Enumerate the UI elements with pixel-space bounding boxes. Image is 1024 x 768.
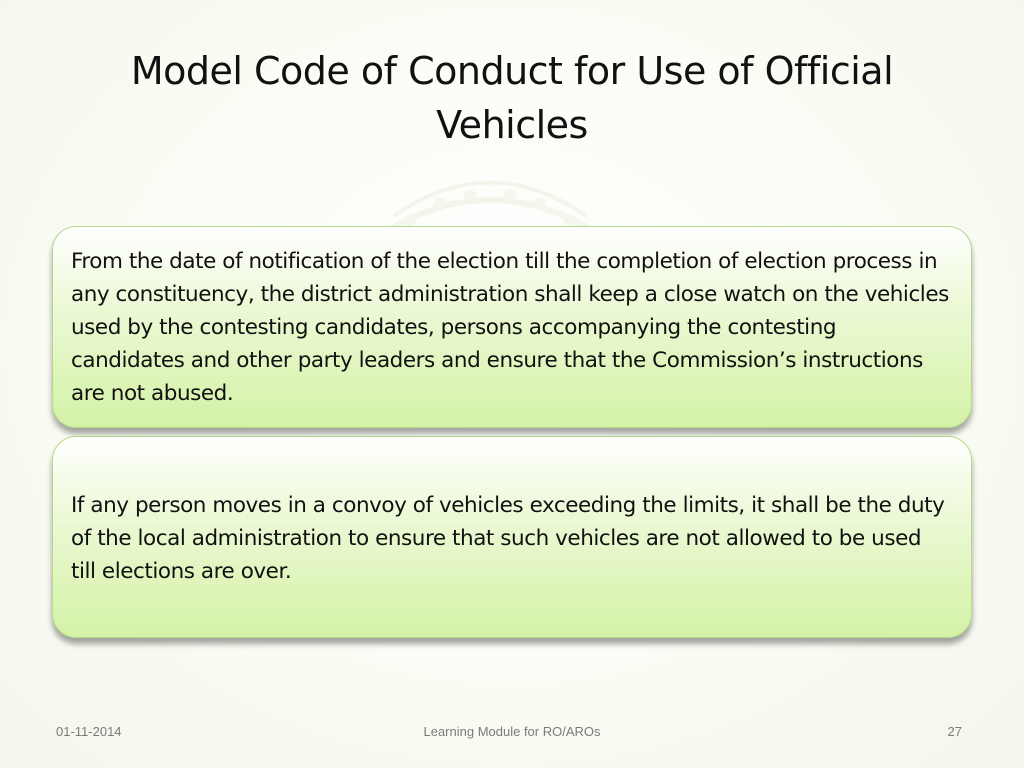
content-box-convoy (52, 436, 972, 638)
slide-title: Model Code of Conduct for Use of Official Vehicles (130, 49, 894, 147)
footer-date: 01-11-2014 (56, 724, 122, 739)
content-box-text: From the date of notification of the election till the completion of election process in any constituency, the district administration shall keep a close watch on the vehicles used by the contesting candidates, persons accompanying the contesting candidates and other party leaders and ensure that the Commission’s instructions are not abused. (71, 249, 949, 406)
content-box-notification (52, 226, 972, 428)
content-box-text: If any person moves in a convoy of vehicles exceeding the limits, it shall be the duty of the local administration to ensure that such vehicles are not allowed to be used till elections are over. (71, 493, 945, 584)
footer-title: Learning Module for RO/AROs (423, 724, 601, 739)
slide-number: 27 (947, 724, 962, 739)
